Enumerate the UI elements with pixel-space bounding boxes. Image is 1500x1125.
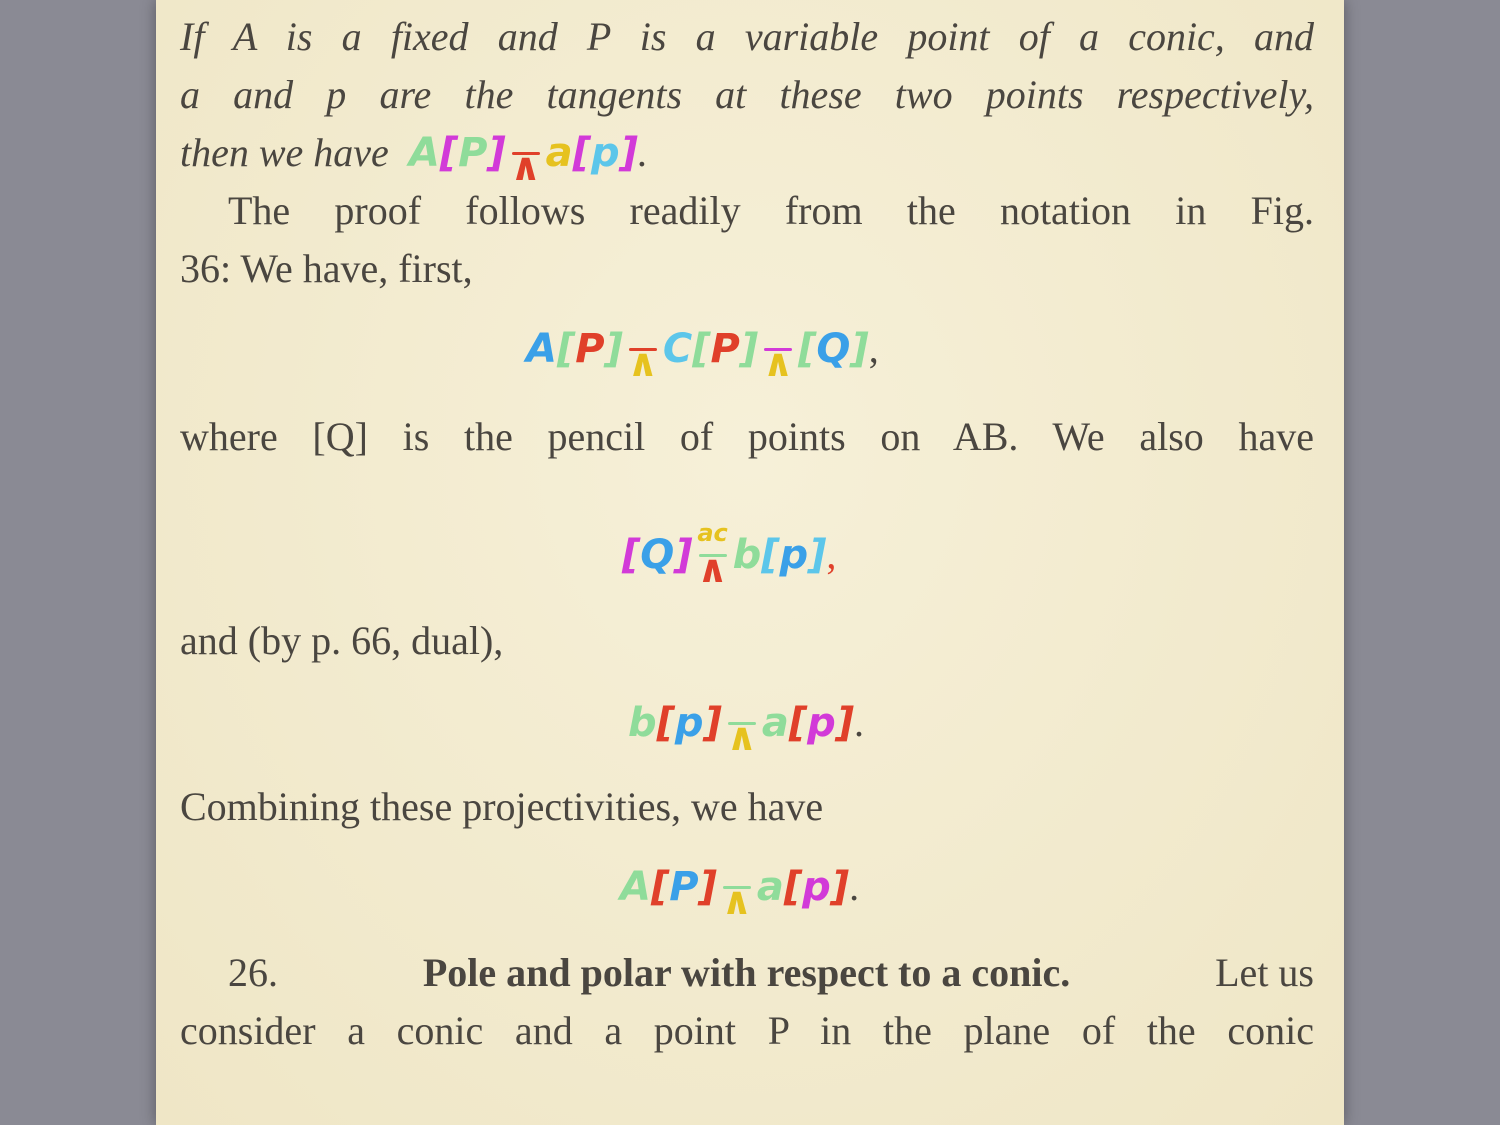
eq4-p: p [802,864,831,910]
proof-line-4: and (by p. 66, dual), [180,618,504,663]
eq4-a: a [756,864,784,910]
theorem-line-1: If A is a fixed and P is a variable point of a conic, and [180,14,1314,59]
eq1-A: A [526,326,557,372]
proof-line-1: The proof follows readily from the notation in Fig. [228,188,1314,233]
eq2-end: , [826,532,837,577]
equation-1: A[P] ∧ C[P] ∧ [Q], [526,326,879,385]
eq3-b: b [628,700,657,746]
section-line-1-rest: Let us [1215,950,1314,995]
equation-2: [Q] ac ∧ b[p], [622,532,836,579]
theorem-line-2: a and p are the tangents at these two points respectively, [180,72,1314,117]
eq-a: a [545,130,573,176]
theorem-line-3 [180,130,1314,189]
eq-p: p [590,130,620,176]
eq4-end: . [849,864,860,909]
eq3-p1: p [674,700,704,746]
section-heading: Pole and polar with respect to a conic. [422,950,1071,995]
projectivity-symbol: ∧ [627,343,659,385]
section-heading-line [180,950,1314,996]
book-page [156,0,1344,1125]
theorem-equation: A[P] ∧ a[p]. [408,130,648,189]
eq2-b: b [732,532,762,578]
proof-line-5: Combining these projectivities, we have [180,784,824,829]
eq3-end: . [854,700,865,745]
projectivity-symbol: ac ∧ [693,532,733,579]
eq-P: P [458,130,488,176]
equation-3: b[p] ∧ a[p]. [628,700,865,759]
projectivity-symbol: ∧ [726,717,758,759]
eq-A: A [408,130,440,176]
projectivity-symbol: ∧ [721,881,753,923]
eq2-p: p [779,532,809,578]
eq2-over-label: ac [697,519,728,547]
projectivity-symbol: ∧ [762,343,794,385]
eq1-C: C [662,326,693,372]
eq3-a: a [761,700,789,746]
section-number: 26. [228,950,278,995]
eq4-P: P [669,864,699,910]
proof-line-3: where [Q] is the pencil of points on AB. We also have [180,414,1314,459]
theorem-line-3-prefix: then we have [180,130,389,175]
equation-4: A[P] ∧ a[p]. [620,864,860,923]
eq1-end: , [868,326,879,371]
eq1-P1: P [575,326,605,372]
proof-line-2: 36: We have, first, [180,246,473,291]
eq4-A: A [620,864,651,910]
eq1-Q: Q [816,326,851,372]
eq-end: . [637,130,648,175]
eq1-P2: P [710,326,740,372]
section-line-2: consider a conic and a point P in the plane of the conic [180,1008,1314,1053]
eq3-p2: p [807,700,836,746]
projectivity-symbol: ∧ [510,147,542,189]
eq2-Q: Q [640,532,675,578]
